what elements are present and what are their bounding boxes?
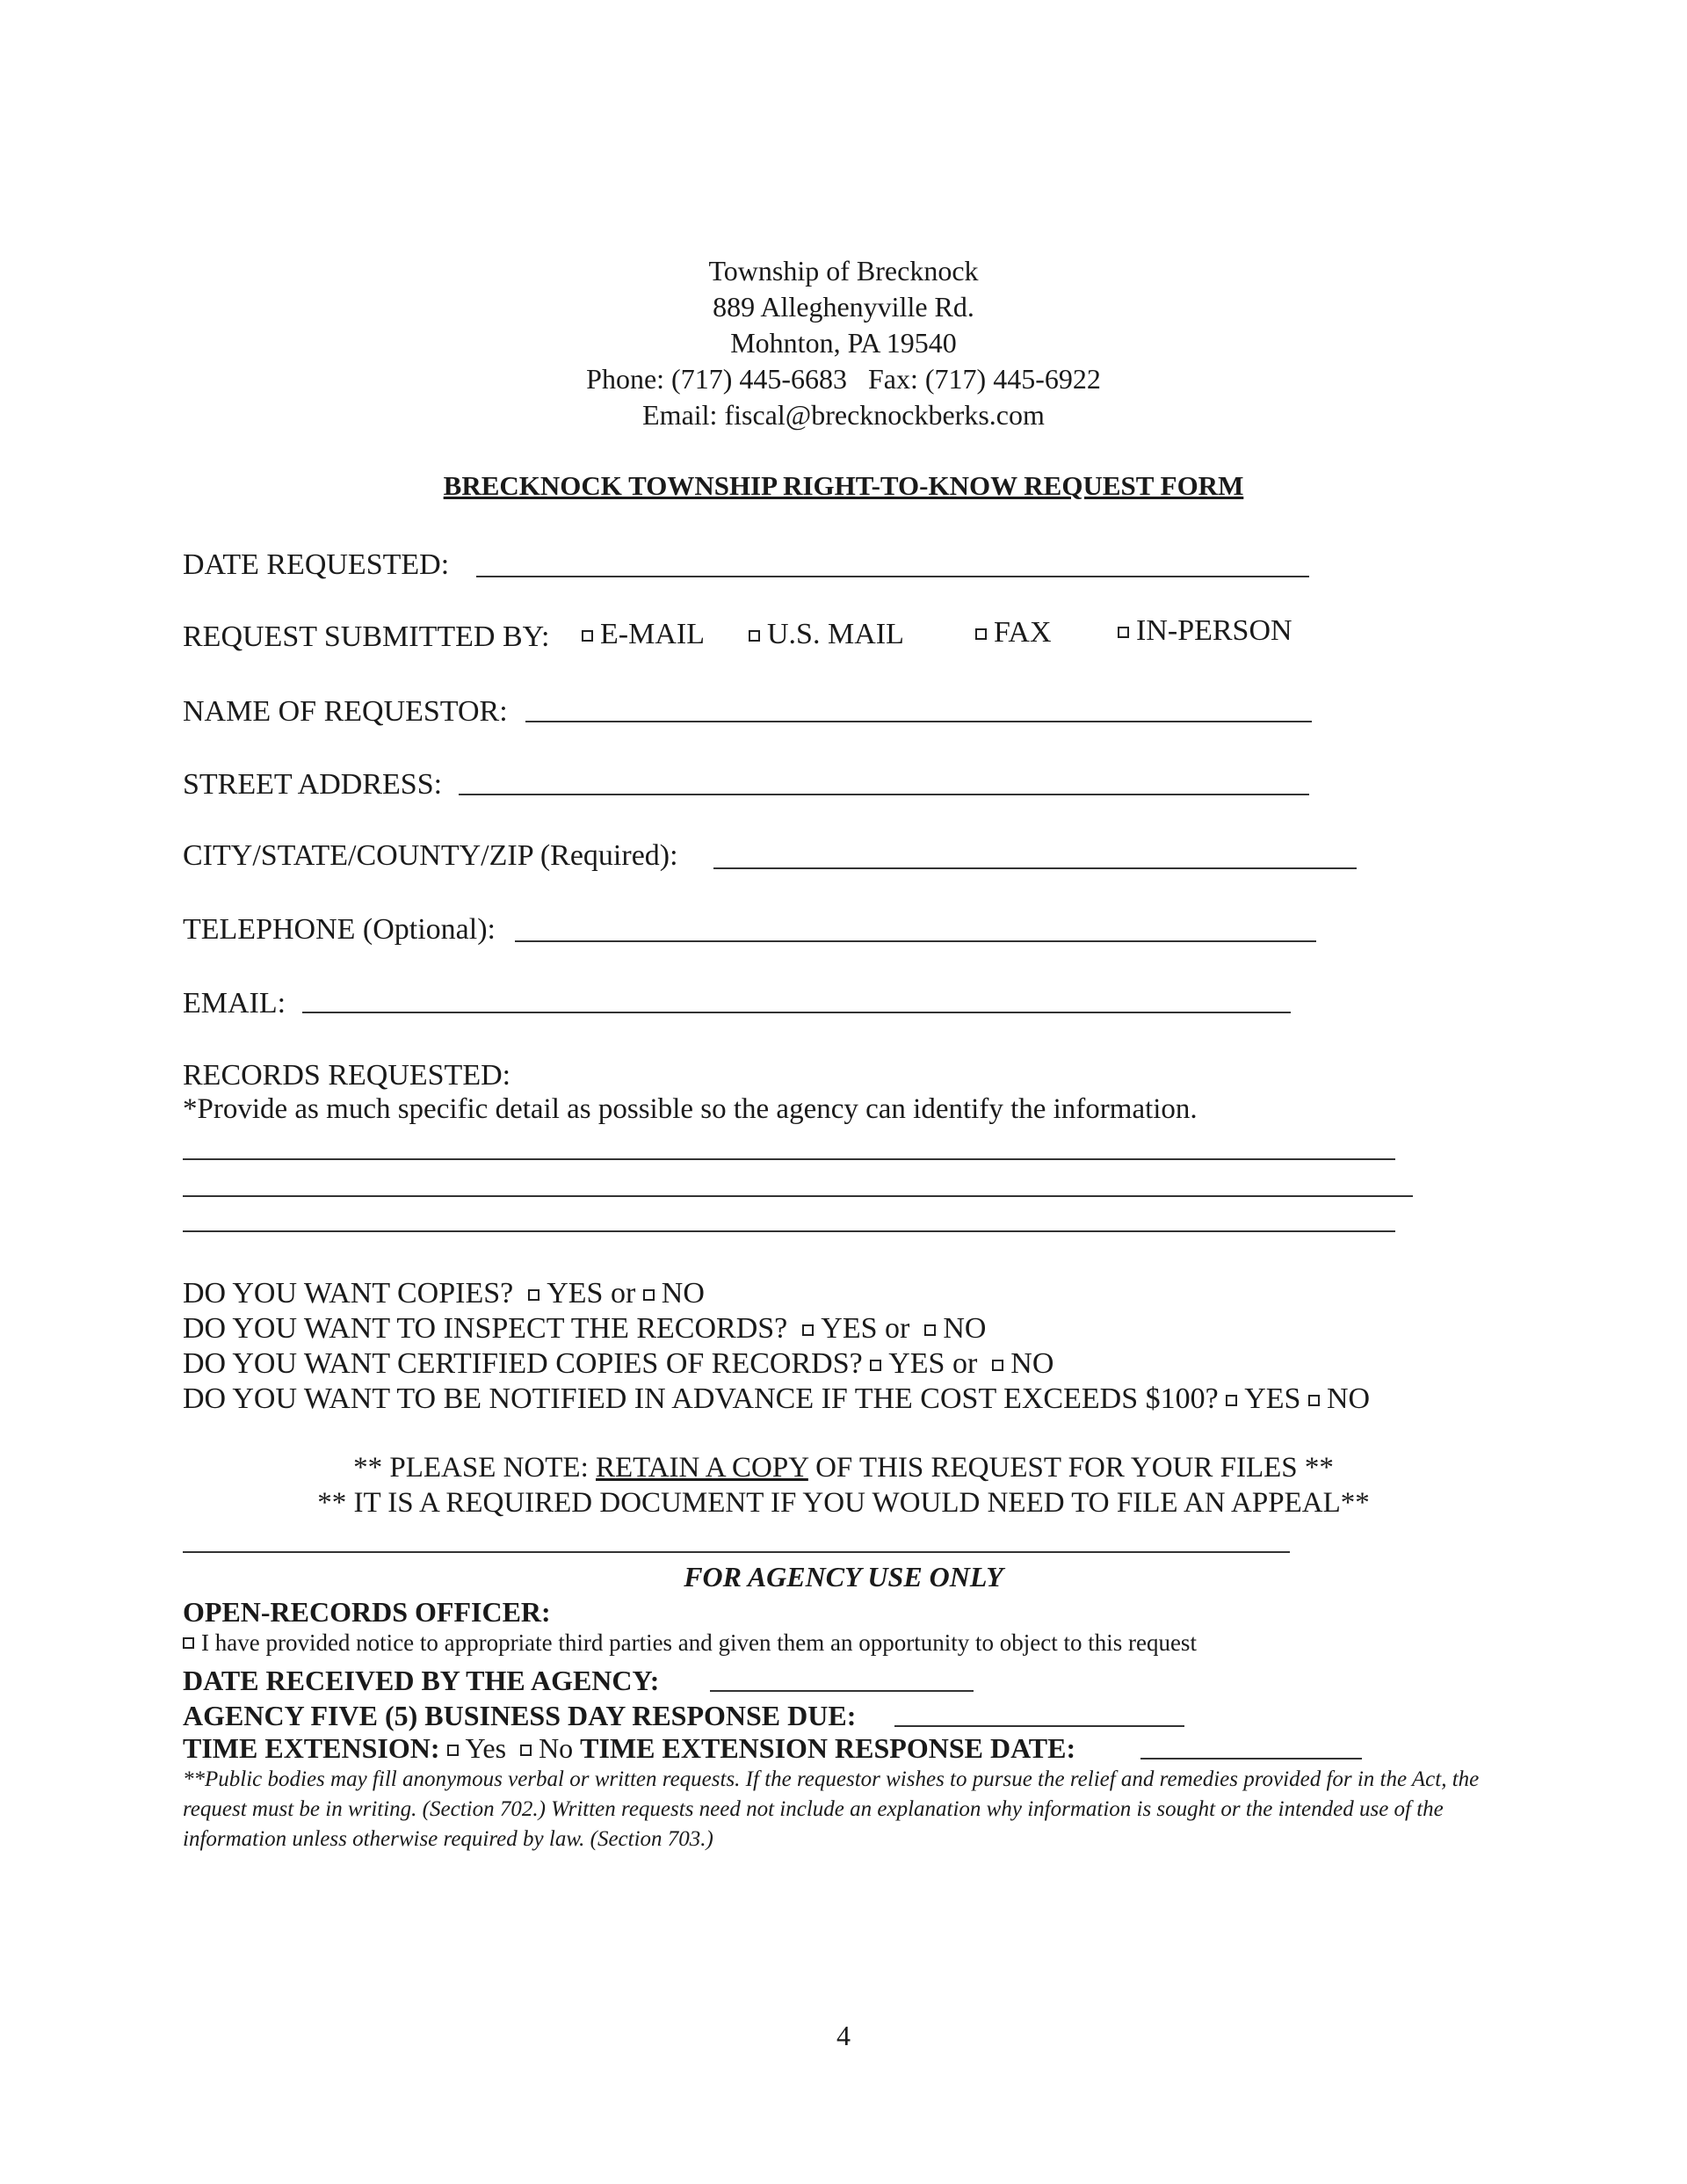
agency-title: FOR AGENCY USE ONLY: [684, 1561, 1003, 1593]
third-party-notice: I have provided notice to appropriate third parties and given them an opportunity to object to this request: [183, 1629, 1197, 1657]
telephone-field[interactable]: [515, 940, 1316, 942]
records-label: RECORDS REQUESTED:: [183, 1059, 511, 1092]
officer-label: OPEN-RECORDS OFFICER:: [183, 1596, 551, 1628]
submitted-by-label: REQUEST SUBMITTED BY:: [183, 620, 550, 653]
city-field[interactable]: [713, 867, 1357, 869]
divider: [183, 1551, 1290, 1553]
question-inspect: DO YOU WANT TO INSPECT THE RECORDS? YES or NO: [183, 1312, 987, 1345]
response-due-field[interactable]: [894, 1725, 1184, 1727]
date-received-label: DATE RECEIVED BY THE AGENCY:: [183, 1665, 660, 1696]
org-street: 889 Alleghenyville Rd.: [713, 291, 974, 323]
org-phone-fax: Phone: (717) 445-6683 Fax: (717) 445-6922: [586, 363, 1101, 395]
page-number: 4: [836, 2020, 851, 2051]
option-email[interactable]: E-MAIL: [582, 617, 705, 652]
notice-line-1: ** PLEASE NOTE: RETAIN A COPY OF THIS REQUEST FOR YOUR FILES **: [353, 1452, 1334, 1484]
checkbox-icon[interactable]: [924, 1324, 936, 1336]
checkbox-icon[interactable]: [582, 630, 593, 642]
checkbox-icon[interactable]: [992, 1360, 1003, 1371]
name-label: NAME OF REQUESTOR:: [183, 695, 508, 728]
question-notify: DO YOU WANT TO BE NOTIFIED IN ADVANCE IF THE COST EXCEEDS $100? YES NO: [183, 1382, 1371, 1415]
city-label: CITY/STATE/COUNTY/ZIP (Required):: [183, 839, 678, 872]
date-requested-field[interactable]: [476, 576, 1309, 577]
org-email: Email: fiscal@brecknockberks.com: [642, 399, 1045, 431]
org-name: Township of Brecknock: [708, 255, 979, 287]
checkbox-icon[interactable]: [749, 630, 760, 642]
name-field[interactable]: [525, 721, 1312, 722]
checkbox-icon[interactable]: [183, 1637, 194, 1649]
extension-date-field[interactable]: [1140, 1758, 1362, 1760]
org-city: Mohnton, PA 19540: [730, 327, 957, 359]
records-line-2[interactable]: [183, 1195, 1413, 1197]
checkbox-icon[interactable]: [870, 1360, 881, 1371]
time-extension-row: TIME EXTENSION: Yes No TIME EXTENSION RESPONSE DATE:: [183, 1732, 1076, 1764]
records-line-3[interactable]: [183, 1230, 1395, 1232]
street-field[interactable]: [459, 794, 1309, 795]
street-label: STREET ADDRESS:: [183, 768, 443, 801]
checkbox-icon[interactable]: [802, 1324, 814, 1336]
question-copies: DO YOU WANT COPIES? YES or NO: [183, 1277, 705, 1310]
telephone-label: TELEPHONE (Optional):: [183, 913, 496, 946]
checkbox-icon[interactable]: [1308, 1395, 1320, 1406]
agency-footnote: **Public bodies may fill anonymous verbal or written requests. If the requestor wishes to pursue the relief and remedies provided for in the Act, the request must be in writing. (Section 702.) Written requests need not include an explanation why information is sought or the intended use of the information unless otherwise required by law. (Section 703.): [183, 1767, 1480, 1851]
checkbox-icon[interactable]: [447, 1745, 459, 1756]
option-us-mail[interactable]: U.S. MAIL: [749, 617, 904, 652]
date-received-field[interactable]: [710, 1690, 974, 1692]
records-hint: *Provide as much specific detail as possible so the agency can identify the information.: [183, 1093, 1198, 1125]
option-fax[interactable]: FAX: [975, 615, 1052, 650]
email-field[interactable]: [302, 1012, 1291, 1013]
records-line-1[interactable]: [183, 1158, 1395, 1160]
option-in-person[interactable]: IN-PERSON: [1118, 613, 1292, 649]
checkbox-icon[interactable]: [520, 1745, 532, 1756]
submitted-by-row: [183, 620, 550, 655]
form-title: BRECKNOCK TOWNSHIP RIGHT-TO-KNOW REQUEST FORM: [443, 470, 1244, 501]
question-certified: DO YOU WANT CERTIFIED COPIES OF RECORDS? YES or NO: [183, 1347, 1054, 1380]
checkbox-icon[interactable]: [975, 628, 987, 640]
checkbox-icon[interactable]: [1226, 1395, 1237, 1406]
notice-line-2: ** IT IS A REQUIRED DOCUMENT IF YOU WOULD NEED TO FILE AN APPEAL**: [317, 1487, 1370, 1519]
date-requested-label: DATE REQUESTED:: [183, 548, 450, 581]
checkbox-icon[interactable]: [1118, 627, 1129, 638]
checkbox-icon[interactable]: [528, 1289, 539, 1301]
email-label: EMAIL:: [183, 987, 286, 1019]
checkbox-icon[interactable]: [643, 1289, 655, 1301]
response-due-label: AGENCY FIVE (5) BUSINESS DAY RESPONSE DUE:: [183, 1700, 857, 1731]
